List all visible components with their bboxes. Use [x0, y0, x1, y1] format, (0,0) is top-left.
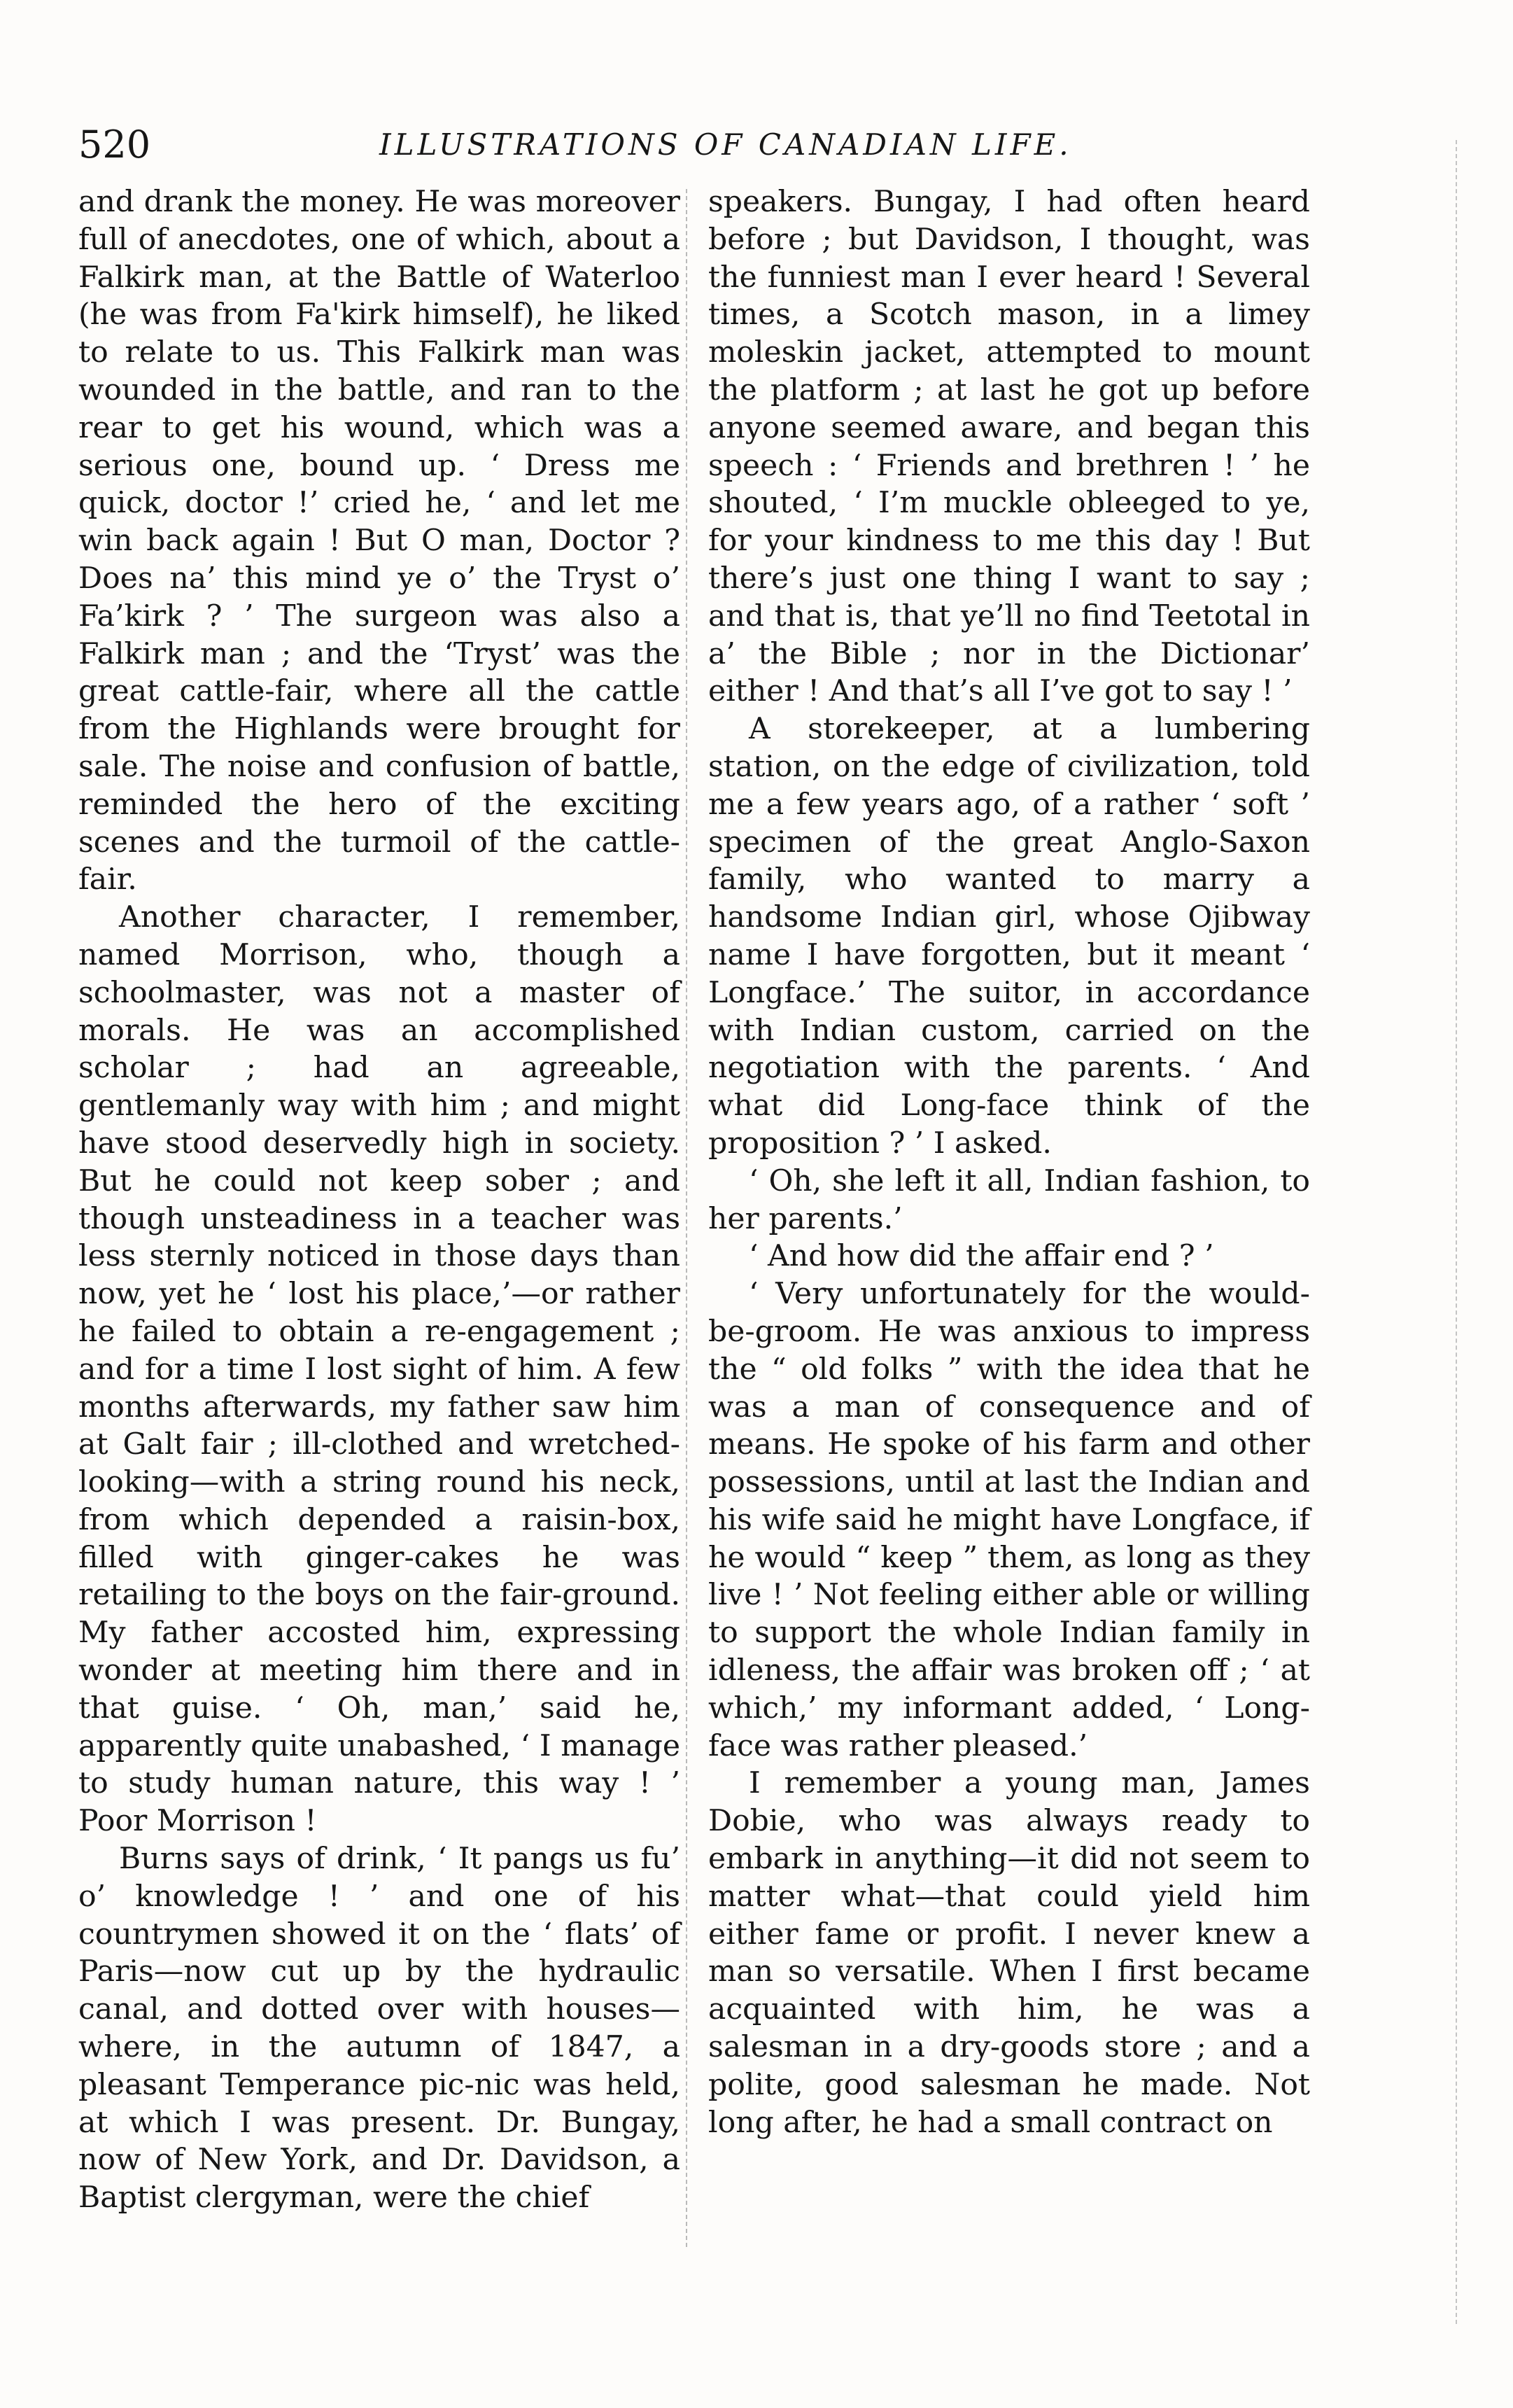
paragraph: ‘ Very unfortunately for the would-be-groom. He was anxious to impress the “ old folks ” with the idea that he was a man of consequence and of means. He spoke of his farm and other possessions, until at last the Indian and his wife said he might have Longface, if he would “ keep ” them, as long as they live ! ’ Not feeling either able or willing to support the whole Indian family in idleness, the affair was broken off ; ‘ at which,’ my informant added, ‘ Long-face was rather pleased.’	[708, 1277, 1310, 1763]
paragraph: speakers. Bungay, I had often heard before ; but Davidson, I thought, was the funniest man I ever heard ! Several times, a Scotch mason, in a limey moleskin jacket, attempted to mount the platform ; at last he got up before anyone seemed aware, and began this speech : ‘ Friends and brethren ! ’ he shouted, ‘ I’m muckle obleeged to ye, for your kindness to me this day ! But there’s just one thing I want to say ; and that is, that ye’ll no find Teetotal in a’ the Bible ; nor in the Dictionar’ either ! And that’s all I’ve got to say ! ’	[708, 185, 1310, 709]
running-title: ILLUSTRATIONS OF CANADIAN LIFE.	[379, 127, 1072, 162]
paragraph: I remember a young man, James Dobie, who was always ready to embark in anything—it did not seem to matter what—that could yield him either fame or profit. I never knew a man so versatile. When I first became acquainted with him, he was a salesman in a dry-goods store ; and a polite, good salesman he made. Not long after, he had a small contract on	[708, 1766, 1310, 2140]
paragraph: and drank the money. He was moreover full of anecdotes, one of which, about a Falkirk man, at the Battle of Waterloo (he was from Fa'kirk himself), he liked to relate to us. This Falkirk man was wounded in the battle, and ran to the rear to get his wound, which was a serious one, bound up. ‘ Dress me quick, doctor !’ cried he, ‘ and let me win back again ! But O man, Doctor ? Does na’ this mind ye o’ the Tryst o’ Fa’kirk ? ’ The surgeon was also a Falkirk man ; and the ‘Tryst’ was the great cattle-fair, where all the cattle from the Highlands were brought for sale. The noise and confusion of battle, reminded the hero of the exciting scenes and the turmoil of the cattle-fair.	[78, 185, 680, 897]
page-number: 520	[78, 122, 151, 167]
paragraph: ‘ Oh, she left it all, Indian fashion, to her parents.’	[708, 1163, 1310, 1236]
paragraph: Burns says of drink, ‘ It pangs us fu’ o’ knowledge ! ’ and one of his countrymen showed it on the ‘ flats’ of Paris—now cut up by the hydraulic canal, and dotted over with houses—where, in the autumn of 1847, a pleasant Temperance pic-nic was held, at which I was present. Dr. Bungay, now of New York, and Dr. Davidson, a Baptist clergyman, were the chief	[78, 1842, 680, 2216]
paragraph: ‘ And how did the affair end ? ’	[749, 1239, 1214, 1274]
page-edge-line	[1456, 140, 1457, 2324]
column-divider	[686, 189, 687, 2247]
paragraph: Another character, I remember, named Morrison, who, though a schoolmaster, was not a master of morals. He was an accomplished scholar ; had an agreeable, gentlemanly way with him ; and might have stood deservedly high in society. But he could not keep sober ; and though unsteadiness in a teacher was less sternly noticed in those days than now, yet he ‘ lost his place,’—or rather he failed to obtain a re-engagement ; and for a time I lost sight of him. A few months afterwards, my father saw him at Galt fair ; ill-clothed and wretched-looking—with a string round his neck, from which depended a raisin-box, filled with ginger-cakes he was retailing to the boys on the fair-ground. My father accosted him, expressing wonder at meeting him there and in that guise. ‘ Oh, man,’ said he, apparently quite unabashed, ‘ I manage to study human nature, this way ! ’ Poor Morrison !	[78, 900, 680, 1839]
page-header	[78, 120, 1345, 169]
right-column	[708, 183, 1310, 2141]
left-column	[78, 183, 680, 2217]
paragraph: A storekeeper, at a lumbering station, on the edge of civilization, told me a few years ago, of a rather ‘ soft ’ specimen of the great Anglo-Saxon family, who wanted to marry a handsome Indian girl, whose Ojibway name I have forgotten, but it meant ‘ Longface.’ The suitor, in accordance with Indian custom, carried on the negotiation with the parents. ‘ And what did Long-face think of the proposition ? ’ I asked.	[708, 712, 1310, 1161]
